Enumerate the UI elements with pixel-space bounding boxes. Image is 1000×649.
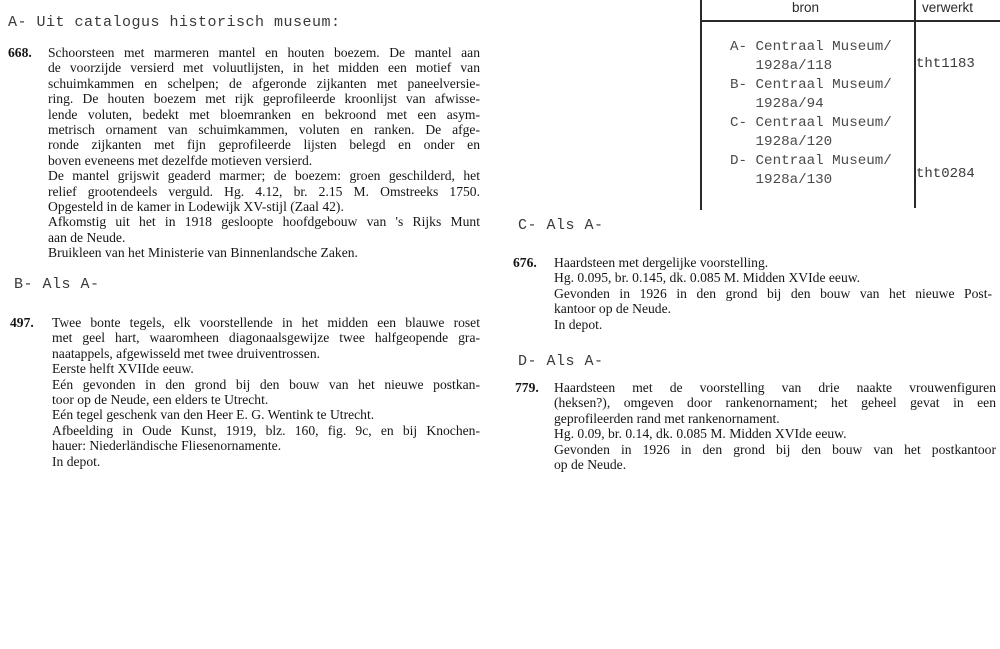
table-header-verwerkt: verwerkt (922, 0, 974, 15)
entry-number: 779. (515, 380, 539, 395)
table-row-processed: tht0284 (916, 166, 975, 182)
table-row-source: C- Centraal Museum/ 1928a/120 (730, 115, 892, 150)
entry-body: Haardsteen met dergelijke voorstelling. Hg. 0.095, br. 0.145, dk. 0.085 M. Midden XVIde eeuw. Gevonden in 1926 in den grond bij den bouw van het nieuwe Post- kantoor op de Neude. In depot. (554, 255, 992, 332)
entry-body: Schoorsteen met marmeren mantel en houten boezem. De mantel aan de voorzijde versierd met voluutlijsten, in het midden een motief van schuimkammen en schelpen; de afgeronde zijkanten met paneelversie- ring. De houten boezem met rijk geprofileerde kroonlijst van afwisse- lende voluten, bedekt met bloemranken en bekroond met een asym- metrisch ornament van schuimkammen, voluten en ranken. De afge- ronde zijkanten met fijn geprofileerde lijsten belegd en onder en boven eveneens met dezelfde motieven versierd. De mantel grijswit geaderd marmer; de boezem: groen geschilderd, het relief grootendeels verguld. Hg. 4.12, br. 2.15 M. Omstreeks 1750. Opgesteld in de kamer in Lodewijk XV-stijl (Zaal 42). Afkomstig uit het in 1918 gesloopte hoofdgebouw van 's Rijks Munt aan de Neude. Bruikleen van het Ministerie van Binnenlandsche Zaken. (48, 45, 480, 261)
catalog-entry-779 (515, 380, 997, 475)
section-b-heading: B- Als A- (14, 276, 100, 293)
source-table (700, 0, 1000, 210)
table-header-divider (700, 20, 1000, 22)
section-a-heading: A- Uit catalogus historisch museum: (8, 14, 341, 31)
entry-body: Haardsteen met de voorstelling van drie naakte vrouwenfiguren (heksen?), omgeven door rankenornament; het geheel gevat in een geprofileerden rand met rankenornament. Hg. 0.09, br. 0.14, dk. 0.085 M. Midden XVIde eeuw. Gevonden in 1926 in den grond bij den bouw van het postkantoor op de Neude. (554, 380, 996, 473)
entry-number: 668. (8, 45, 32, 60)
entry-number: 497. (10, 315, 34, 330)
table-row-source: B- Centraal Museum/ 1928a/94 (730, 77, 892, 112)
table-row-source: A- Centraal Museum/ 1928a/118 (730, 39, 892, 74)
catalog-entry-676 (513, 255, 993, 335)
catalog-entry-497 (10, 315, 482, 475)
table-left-border (700, 0, 702, 210)
entry-number: 676. (513, 255, 537, 270)
section-c-heading: C- Als A- (518, 217, 604, 234)
catalog-entry-668 (8, 45, 480, 265)
table-row-processed: tht1183 (916, 56, 975, 72)
table-header-bron: bron (792, 0, 820, 15)
entry-body: Twee bonte tegels, elk voorstellende in het midden een blauwe roset met geel hart, waaromheen diagonaalsgewijze twee halfgeopende gra- naatappels, afgewisseld met twee druiventrossen. Eerste helft XVIIde eeuw. Eén gevonden in den grond bij den bouw van het nieuwe postkan- toor op de Neude, een elders te Utrecht. Eén tegel geschenk van den Heer E. G. Wentink te Utrecht. Afbeelding in Oude Kunst, 1919, blz. 160, fig. 9c, en bij Knochen- hauer: Niederländische Fliesenornamente. In depot. (52, 315, 480, 469)
section-d-heading: D- Als A- (518, 353, 604, 370)
table-row-source: D- Centraal Museum/ 1928a/130 (730, 153, 892, 188)
